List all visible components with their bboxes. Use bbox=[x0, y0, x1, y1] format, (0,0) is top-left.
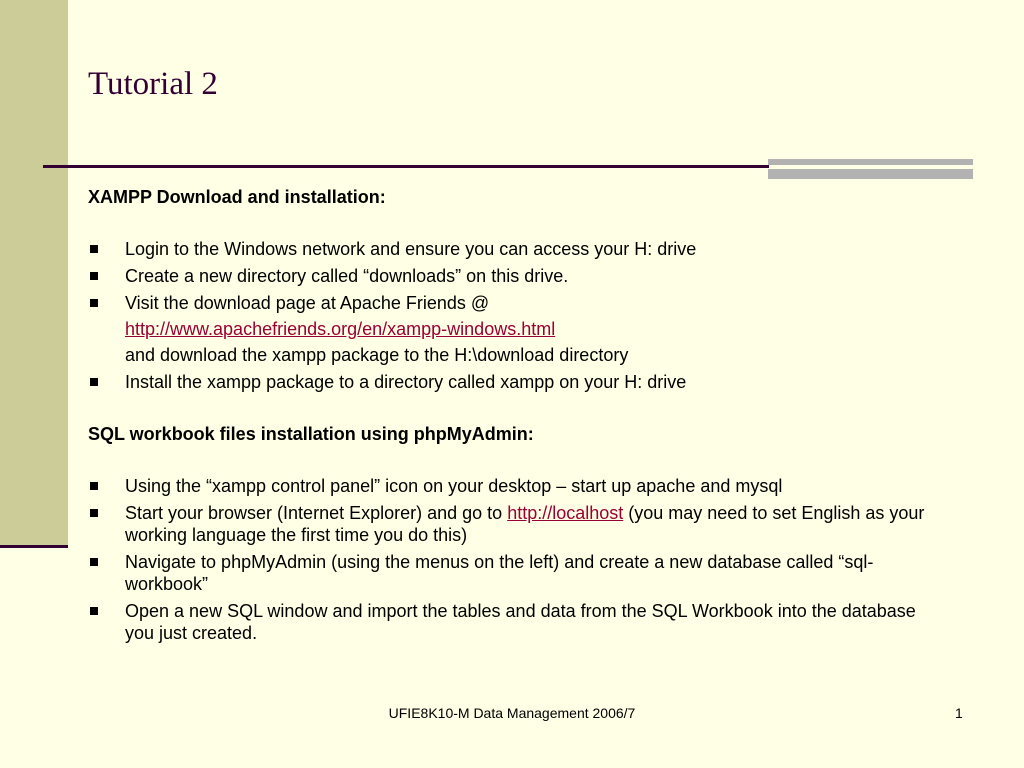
list-item-text-after: (you may need to set English as your working language the first time you do this) bbox=[125, 503, 925, 545]
list-item bbox=[88, 292, 948, 366]
left-decorative-band bbox=[0, 0, 68, 548]
square-bullet-icon bbox=[90, 558, 98, 566]
list-item bbox=[88, 265, 948, 287]
square-bullet-icon bbox=[90, 509, 98, 517]
square-bullet-icon bbox=[90, 245, 98, 253]
localhost-link[interactable]: http://localhost bbox=[507, 503, 624, 523]
xampp-steps-list bbox=[88, 238, 948, 393]
list-item-text: Navigate to phpMyAdmin (using the menus on the left) and create a new database called “sql-workbook” bbox=[125, 552, 874, 594]
square-bullet-icon bbox=[90, 299, 98, 307]
list-item-text: Create a new directory called “downloads” on this drive. bbox=[125, 266, 569, 286]
list-item bbox=[88, 371, 948, 393]
title-underline-rule bbox=[43, 165, 769, 168]
decorative-grey-bar-bottom bbox=[768, 169, 973, 179]
list-item-text: Install the xampp package to a directory called xampp on your H: drive bbox=[125, 372, 687, 392]
page-number: 1 bbox=[955, 705, 963, 721]
section-heading-sql: SQL workbook files installation using phpMyAdmin: bbox=[88, 424, 534, 444]
list-item bbox=[88, 551, 948, 595]
slide-body bbox=[88, 186, 948, 649]
slide-title: Tutorial 2 bbox=[88, 66, 218, 102]
list-item-text: Login to the Windows network and ensure you can access your H: drive bbox=[125, 239, 697, 259]
left-band-rule bbox=[0, 545, 68, 548]
square-bullet-icon bbox=[90, 272, 98, 280]
decorative-grey-bar-top bbox=[768, 159, 973, 165]
list-item-continuation: and download the xampp package to the H:\download directory bbox=[125, 345, 629, 365]
list-item bbox=[88, 238, 948, 260]
list-item bbox=[88, 502, 948, 546]
square-bullet-icon bbox=[90, 378, 98, 386]
slide-footer: UFIE8K10-M Data Management 2006/7 bbox=[388, 705, 636, 721]
square-bullet-icon bbox=[90, 607, 98, 615]
square-bullet-icon bbox=[90, 482, 98, 490]
sql-steps-list bbox=[88, 475, 948, 644]
section-heading-xampp: XAMPP Download and installation: bbox=[88, 187, 386, 207]
list-item bbox=[88, 600, 948, 644]
list-item-text: Start your browser (Internet Explorer) and go to bbox=[125, 503, 508, 523]
list-item bbox=[88, 475, 948, 497]
apachefriends-link[interactable]: http://www.apachefriends.org/en/xampp-windows.html bbox=[125, 319, 556, 339]
list-item-text: Open a new SQL window and import the tables and data from the SQL Workbook into the database you just created. bbox=[125, 601, 916, 643]
list-item-text: Using the “xampp control panel” icon on your desktop – start up apache and mysql bbox=[125, 476, 783, 496]
list-item-text: Visit the download page at Apache Friends @ bbox=[125, 293, 490, 313]
